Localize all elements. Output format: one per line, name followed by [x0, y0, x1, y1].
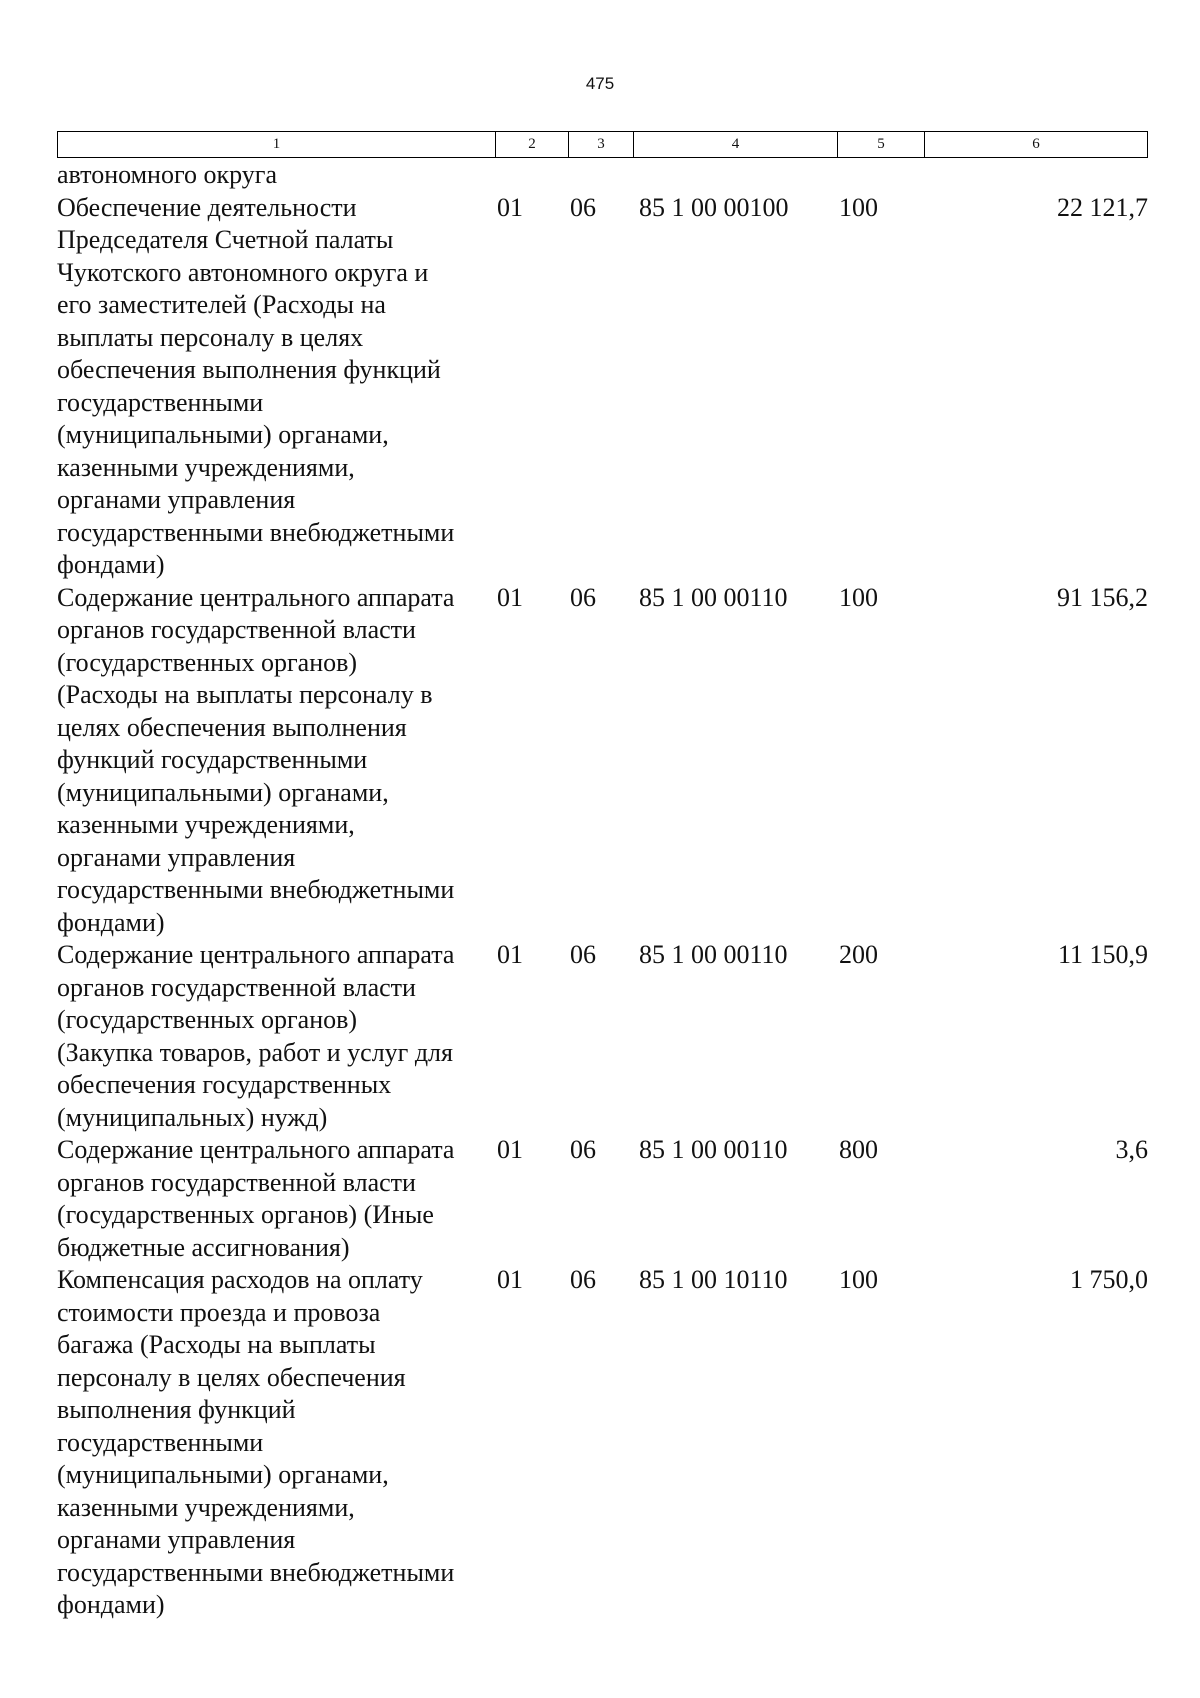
row-subsection: 06 — [570, 940, 596, 969]
row-section: 01 — [497, 192, 523, 222]
row-name-line: государственными — [57, 387, 264, 417]
column-header-4: 4 — [634, 132, 838, 157]
row-target-code: 85 1 00 00100 — [639, 192, 789, 222]
row-name — [57, 939, 495, 1134]
column-header-6: 6 — [1032, 136, 1040, 152]
row-name — [57, 1264, 495, 1622]
table-row — [57, 192, 1148, 582]
row-name-line: органов государственной власти — [57, 1167, 416, 1197]
row-name-line: Компенсация расходов на оплату — [57, 1265, 423, 1294]
table-row — [57, 1134, 1148, 1264]
row-name-line: автономного округа — [57, 160, 277, 189]
row-expense-type: 800 — [839, 1135, 878, 1164]
row-name — [57, 192, 495, 582]
row-name-line: казенными учреждениями, — [57, 810, 355, 839]
row-name-line: Обеспечение деятельности — [57, 192, 357, 222]
row-subsection: 06 — [570, 1135, 596, 1164]
row-name-line: (государственных органов) (Иные — [57, 1200, 434, 1229]
table-row — [57, 159, 1148, 192]
row-target-code: 85 1 00 10110 — [639, 1265, 788, 1294]
page-number: 475 — [585, 74, 615, 93]
row-name-line: (муниципальными) органами, — [57, 420, 389, 449]
table-row — [57, 582, 1148, 940]
row-name-line: казенными учреждениями, — [57, 452, 355, 482]
row-name-line: обеспечения государственных — [57, 1070, 392, 1099]
row-name-line: Содержание центрального аппарата — [57, 582, 455, 612]
row-name-line: органами управления — [57, 842, 296, 872]
row-section: 01 — [497, 940, 523, 969]
row-name-line: персоналу в целях обеспечения — [57, 1362, 406, 1392]
row-target-code: 85 1 00 00110 — [639, 940, 788, 969]
row-subsection: 06 — [570, 192, 596, 222]
row-name-line: (муниципальными) органами, — [57, 1460, 389, 1489]
row-name-line: фондами) — [57, 907, 165, 937]
row-name-line: (муниципальных) нужд) — [57, 1102, 328, 1132]
row-amount: 91 156,2 — [1057, 582, 1148, 612]
table-row — [57, 939, 1148, 1134]
column-header-2: 2 — [496, 132, 569, 157]
table-row — [57, 1264, 1148, 1622]
row-name-line: Чукотского автономного округа и — [57, 257, 429, 287]
row-name-line: фондами) — [57, 1590, 165, 1619]
row-name-line: выплаты персоналу в целях — [57, 322, 364, 352]
row-name-line: выполнения функций — [57, 1395, 296, 1424]
row-name-line: органов государственной власти — [57, 615, 416, 644]
row-name — [57, 159, 495, 192]
row-name-line: его заместителей (Расходы на — [57, 290, 386, 319]
row-amount: 22 121,7 — [1057, 192, 1148, 222]
row-name-line: целях обеспечения выполнения — [57, 712, 407, 742]
row-name-line: багажа (Расходы на выплаты — [57, 1330, 376, 1359]
row-expense-type: 100 — [839, 192, 878, 222]
row-name-line: Содержание центрального аппарата — [57, 1135, 455, 1164]
row-section: 01 — [497, 1265, 523, 1294]
row-name-line: стоимости проезда и провоза — [57, 1297, 381, 1327]
row-name-line: государственными внебюджетными — [57, 1557, 455, 1587]
row-name-line: органами управления — [57, 1525, 296, 1554]
row-name-line: государственными внебюджетными — [57, 875, 455, 904]
row-expense-type: 200 — [839, 940, 878, 969]
row-amount: 3,6 — [1115, 1135, 1148, 1164]
row-target-code: 85 1 00 00110 — [639, 582, 788, 612]
row-name-line: бюджетные ассигнования) — [57, 1232, 350, 1262]
row-name — [57, 1134, 495, 1264]
row-target-code: 85 1 00 00110 — [639, 1135, 788, 1164]
row-name-line: (муниципальными) органами, — [57, 777, 389, 807]
column-header-5: 5 — [838, 132, 925, 157]
row-name — [57, 582, 495, 940]
row-expense-type: 100 — [839, 1265, 878, 1294]
row-name-line: функций государственными — [57, 745, 368, 774]
column-header-3: 3 — [569, 132, 634, 157]
table-body — [57, 159, 1148, 1622]
row-name-line: (Расходы на выплаты персоналу в — [57, 680, 433, 709]
row-name-line: органов государственной власти — [57, 972, 416, 1002]
table-header-row — [57, 131, 1148, 158]
row-amount: 11 150,9 — [1057, 940, 1148, 969]
row-subsection: 06 — [570, 582, 596, 612]
row-section: 01 — [497, 582, 523, 612]
row-name-line: фондами) — [57, 550, 165, 579]
row-name-line: государственными внебюджетными — [57, 517, 455, 547]
row-name-line: (государственных органов) — [57, 647, 358, 677]
row-expense-type: 100 — [839, 582, 878, 612]
row-name-line: (государственных органов) — [57, 1005, 358, 1034]
row-name-line: государственными — [57, 1427, 264, 1457]
row-name-line: казенными учреждениями, — [57, 1492, 355, 1522]
row-name-line: Председателя Счетной палаты — [57, 225, 394, 254]
row-name-line: обеспечения выполнения функций — [57, 355, 441, 384]
row-name-line: органами управления — [57, 485, 296, 514]
row-amount: 1 750,0 — [1070, 1265, 1148, 1294]
column-header-1: 1 — [58, 132, 496, 157]
row-subsection: 06 — [570, 1265, 596, 1294]
row-section: 01 — [497, 1135, 523, 1164]
row-name-line: (Закупка товаров, работ и услуг для — [57, 1037, 453, 1067]
row-name-line: Содержание центрального аппарата — [57, 940, 455, 969]
